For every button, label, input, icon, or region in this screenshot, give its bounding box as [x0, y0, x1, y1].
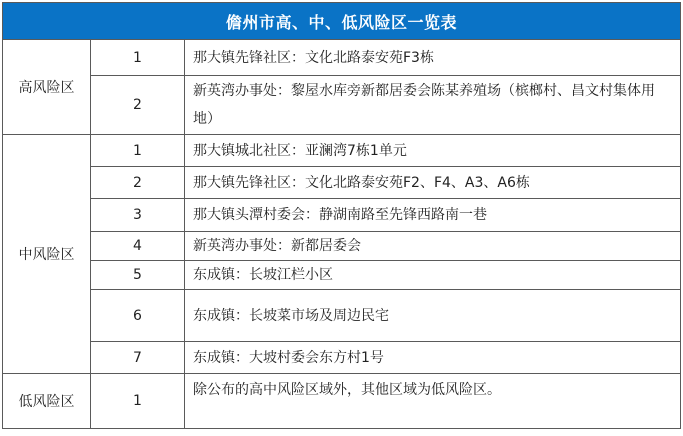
table-row: [3, 199, 681, 232]
table-row: [3, 374, 681, 429]
area-cell: 那大镇头潭村委会：静湖南路至先锋西路南一巷: [185, 199, 681, 232]
row-number: 5: [91, 261, 185, 290]
table-row: [3, 290, 681, 342]
risk-area-table: [2, 2, 681, 429]
table-row: [3, 40, 681, 76]
table-row: [3, 135, 681, 167]
area-cell: 那大镇先锋社区：文化北路泰安苑F3栋: [185, 40, 681, 76]
row-number: 3: [91, 199, 185, 232]
risk-level-low: 低风险区: [3, 374, 91, 429]
row-number: 2: [91, 167, 185, 199]
table-title-row: [3, 3, 681, 40]
row-number: 6: [91, 290, 185, 342]
area-cell: 新英湾办事处：新都居委会: [185, 232, 681, 261]
table-row: [3, 342, 681, 374]
row-number: 4: [91, 232, 185, 261]
table-row: [3, 167, 681, 199]
area-cell: 东成镇：大坡村委会东方村1号: [185, 342, 681, 374]
area-cell: 新英湾办事处：黎屋水库旁新都居委会陈某养殖场（槟榔村、昌文村集体用地）: [185, 76, 681, 135]
row-number: 2: [91, 76, 185, 135]
area-cell: 那大镇城北社区：亚澜湾7栋1单元: [185, 135, 681, 167]
risk-level-medium: 中风险区: [3, 135, 91, 374]
area-cell: 东成镇：长坡江栏小区: [185, 261, 681, 290]
area-cell: 东成镇：长坡菜市场及周边民宅: [185, 290, 681, 342]
area-cell: 那大镇先锋社区：文化北路泰安苑F2、F4、A3、A6栋: [185, 167, 681, 199]
table-row: [3, 232, 681, 261]
row-number: 1: [91, 40, 185, 76]
table-title: 儋州市高、中、低风险区一览表: [3, 3, 681, 40]
risk-level-high: 高风险区: [3, 40, 91, 135]
row-number: 1: [91, 135, 185, 167]
table-row: [3, 261, 681, 290]
table-row: [3, 76, 681, 135]
row-number: 7: [91, 342, 185, 374]
row-number: 1: [91, 374, 185, 429]
area-cell: 除公布的高中风险区域外，其他区域为低风险区。: [185, 374, 681, 429]
